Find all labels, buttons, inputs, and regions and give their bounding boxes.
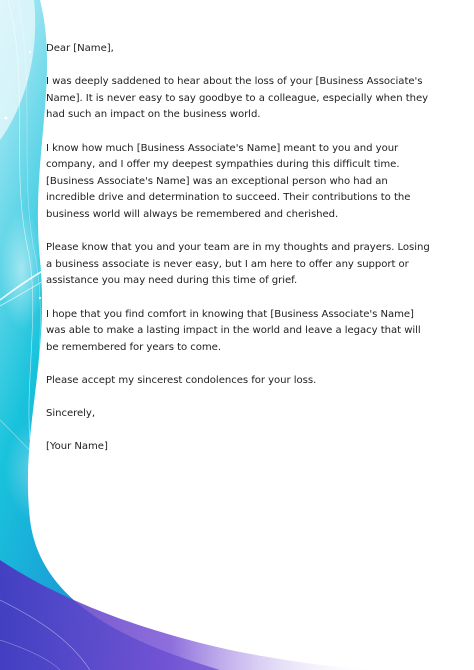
letter-body (46, 41, 436, 456)
paragraph: I hope that you find comfort in knowing that [Business Associate's Name] was able to make a lasting impact in the world and leave a legacy that will be remembered for years to come. (46, 308, 421, 353)
paragraph: Please know that you and your team are in my thoughts and prayers. Losing a business associate is never easy, but I am here to offer any support or assistance you may need during this time of grief. (46, 242, 430, 287)
closing: Sincerely, (46, 408, 95, 420)
paragraph: Please accept my sincerest condolences for your loss. (46, 374, 317, 386)
paragraph: I know how much [Business Associate's Name] meant to you and your company, and I offer my deepest sympathies during this difficult time. [Business Associate's Name] was an exceptional person who had an incredible drive and determination to succeed. Their contributions to the business world will always be remembered and cherished. (46, 142, 411, 220)
salutation: Dear [Name], (46, 43, 114, 54)
paragraph: I was deeply saddened to hear about the loss of your [Business Associate's Name]. It is never easy to say goodbye to a colleague, especially when they had such an impact on the business world. (46, 76, 429, 121)
signature: [Your Name] (46, 441, 108, 453)
